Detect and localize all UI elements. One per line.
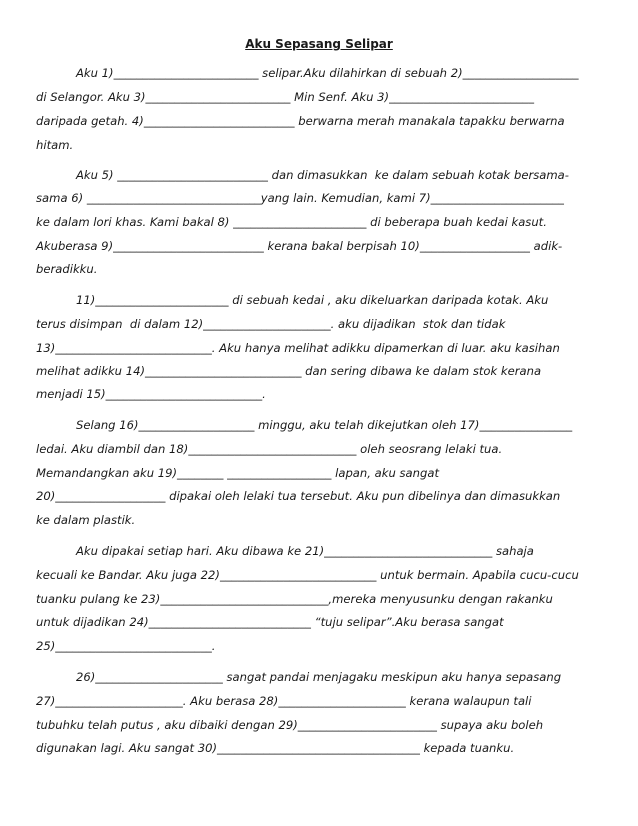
- text-line: 25)___________________________.: [36, 639, 216, 653]
- text-line: Selang 16)____________________ minggu, aku telah dikejutkan oleh 17)________________: [76, 418, 573, 432]
- text-line: melihat adikku 14)___________________________ dan sering dibawa ke dalam stok kerana: [36, 364, 542, 378]
- text-line: beradikku.: [36, 262, 98, 276]
- text-line: Memandangkan aku 19)________ __________________ lapan, aku sangat: [36, 466, 439, 480]
- text-line: ke dalam plastik.: [36, 513, 136, 527]
- text-line: 26)______________________ sangat pandai menjagaku meskipun aku hanya sepasang: [76, 670, 562, 684]
- text-line: tubuhku telah putus , aku dibaiki dengan 29)________________________ supaya aku boleh: [36, 718, 544, 732]
- text-line: Aku 5) __________________________ dan dimasukkan ke dalam sebuah kotak bersama-: [76, 168, 569, 182]
- document-title: Aku Sepasang Selipar: [245, 37, 393, 51]
- text-line: ke dalam lori khas. Kami bakal 8) _______________________ di beberapa buah kedai kasut.: [36, 215, 547, 229]
- text-line: Aku dipakai setiap hari. Aku dibawa ke 21)_____________________________ sahaja: [76, 544, 534, 558]
- text-line: menjadi 15)___________________________.: [36, 387, 266, 401]
- text-line: sama 6) ______________________________yang lain. Kemudian, kami 7)_______________________: [36, 191, 564, 205]
- text-line: digunakan lagi. Aku sangat 30)___________________________________ kepada tuanku.: [36, 741, 515, 755]
- text-line: 11)_______________________ di sebuah kedai , aku dikeluarkan daripada kotak. Aku: [76, 293, 549, 307]
- text-line: Aku 1)_________________________ selipar.Aku dilahirkan di sebuah 2)____________________: [76, 66, 579, 80]
- text-line: 13)___________________________. Aku hanya melihat adikku dipamerkan di luar. aku kasihan: [36, 341, 560, 355]
- text-line: Akuberasa 9)__________________________ kerana bakal berpisah 10)___________________ adik-: [36, 239, 563, 253]
- text-line: tuanku pulang ke 23)_____________________________,mereka menyusunku dengan rakanku: [36, 592, 553, 606]
- text-line: terus disimpan di dalam 12)______________________. aku dijadikan stok dan tidak: [36, 317, 506, 331]
- text-line: untuk dijadikan 24)____________________________ “tuju selipar”.Aku berasa sangat: [36, 615, 504, 629]
- text-line: 20)___________________ dipakai oleh lelaki tua tersebut. Aku pun dibelinya dan dimasukkan: [36, 489, 561, 503]
- text-line: hitam.: [36, 138, 74, 152]
- text-line: 27)______________________. Aku berasa 28)______________________ kerana walaupun tali: [36, 694, 532, 708]
- text-line: daripada getah. 4)__________________________ berwarna merah manakala tapakku berwarna: [36, 114, 565, 128]
- text-line: ledai. Aku diambil dan 18)_____________________________ oleh seosrang lelaki tua.: [36, 442, 503, 456]
- text-line: di Selangor. Aku 3)_________________________ Min Senf. Aku 3)_________________________: [36, 90, 534, 104]
- text-line: kecuali ke Bandar. Aku juga 22)___________________________ untuk bermain. Apabila cucu-cucu: [36, 568, 579, 582]
